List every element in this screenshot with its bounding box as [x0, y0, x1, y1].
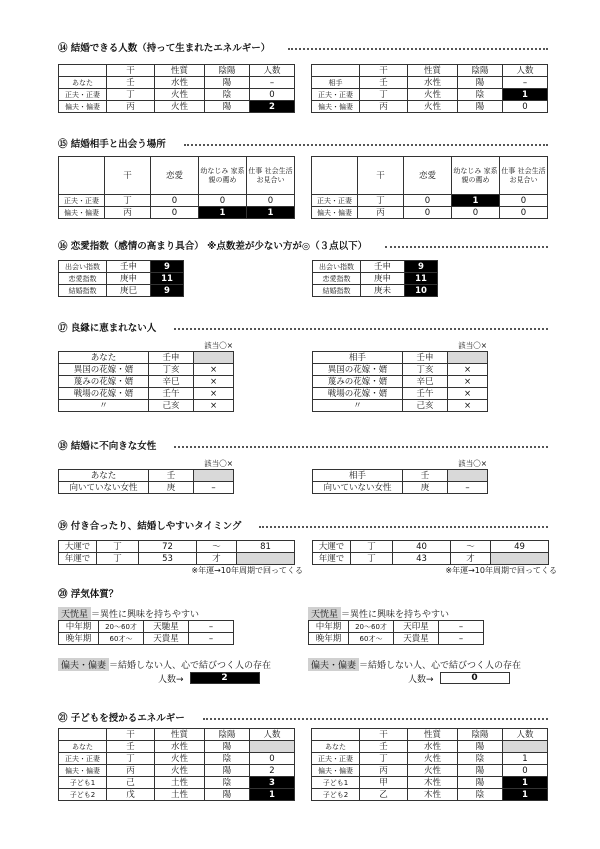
table-row: あなた 壬申 — [59, 352, 234, 364]
section-14-title: ⑭ 結婚できる人数（持って生まれたエネルギー） — [58, 40, 548, 54]
table-row: あなた 壬 水性 陽 — [59, 741, 295, 753]
unsuited-table-left — [58, 469, 234, 494]
table-row: 〃 己亥 × — [59, 400, 234, 412]
table-row: 子ども1 己 土性 陰 3 — [59, 777, 295, 789]
table-row: 蔑みの花嫁・婿 辛巳 × — [59, 376, 234, 388]
bad-fate-table-left — [58, 351, 234, 412]
table-row: 大運で 丁 40 〜 49 — [313, 541, 549, 553]
table-row: 子ども2 戊 土性 陽 1 — [59, 789, 295, 801]
table-row: 恋愛指数 庚申 11 — [59, 273, 184, 285]
section-18-title: ⑱ 結婚に不向きな女性 — [58, 438, 548, 452]
meeting-place-table-right: 干 恋愛 幼なじみ 家系 親の薦め 仕事 社会生活 お見合い 正夫・正妻 丁 0 1 0 偏夫・偏妻 丙 0 0 0 — [311, 156, 548, 219]
table-row: 子ども2 乙 木性 陰 1 — [312, 789, 548, 801]
affair-table-left — [58, 620, 234, 645]
section-21 — [58, 710, 548, 801]
table-row: 異国の花嫁・婿 丁亥 × — [313, 364, 488, 376]
section-20-title: ⑳ 浮気体質？ — [58, 589, 119, 600]
table-row: 晩年期 60才〜 天貴星 – — [59, 633, 234, 645]
section-20: ⑳ 浮気体質？ 天恍星 ＝異性に興味を持ちやすい 中年期 20〜60才 天馳星 – 晩年期 60才〜 天貴星 – 偏夫・偏妻 ＝結婚しない人、心で結びつく人の存在 人数→ 2 天恍星 ＝異性に興味を持ちやすい 中年期 20〜60才 天印星 – 晩年期 60才〜 天貴星 – 偏夫・偏妻 ＝結婚しない人、心で結びつく人の存在 人数→ 0 — [58, 586, 548, 685]
timing-note-right: ※年運→10年周期で回ってくる — [445, 566, 557, 575]
love-index-table-left — [58, 260, 184, 297]
child-energy-table-right: 干 性質 陰陽 人数 あなた 壬 水性 陽 正夫・正妻 丁 火性 陰 1 偏夫・偏妻 丙 火性 陽 0 子ども1 甲 木性 陽 1 子ども2 乙 木性 陰 1 — [311, 728, 548, 801]
section-15 — [58, 136, 548, 219]
table-row: 偏夫・偏妻 丙 0 1 1 — [59, 207, 295, 219]
table-row: 相手 壬 — [313, 470, 488, 482]
child-energy-table-left: 干 性質 陰陽 人数 あなた 壬 水性 陽 正夫・正妻 丁 火性 陰 0 偏夫・偏妻 丙 火性 陽 2 子ども1 己 土性 陰 3 子ども2 戊 土性 陽 1 — [58, 728, 295, 801]
table-row: 結婚指数 庚巳 9 — [59, 285, 184, 297]
table-row: 正夫・正妻 丁 火性 陰 0 — [59, 753, 295, 765]
table-row: 年運で 丁 43 才 — [313, 553, 549, 565]
table-row: 偏夫・偏妻 丙 火性 陽 0 — [312, 765, 548, 777]
section-18: ⑱ 結婚に不向きな女性 該当〇× あなた 壬 向いていない女性 庚 – 該当〇× 相手 壬 向いていない女性 庚 – — [58, 438, 548, 494]
table-row: 〃 己亥 × — [313, 400, 488, 412]
table-row: 向いていない女性 庚 – — [59, 482, 234, 494]
section-19-title: ⑲ 付き合ったり、結婚しやすいタイミング — [58, 518, 548, 532]
table-row: 偏夫・偏妻 丙 火性 陽 0 — [312, 101, 548, 113]
table-row: あなた 壬 — [59, 470, 234, 482]
table-row: 異国の花嫁・婿 丁亥 × — [59, 364, 234, 376]
meeting-place-table-left: 干 恋愛 幼なじみ 家系 親の薦め 仕事 社会生活 お見合い 正夫・正妻 丁 0 0 0 偏夫・偏妻 丙 0 1 1 — [58, 156, 295, 219]
marriage-count-table-left: 干 性質 陰陽 人数 あなた 壬 水性 陽 – 正夫・正妻 丁 火性 陰 0 偏夫・偏妻 丙 火性 陽 2 — [58, 64, 295, 113]
section-16-title: ⑯ 恋愛指数（感情の高まり具合） ※点数差が少ない方が◎（３点以下） — [58, 238, 548, 252]
table-row: 中年期 20〜60才 天印星 – — [309, 621, 484, 633]
table-row: 正夫・正妻 丁 火性 陰 1 — [312, 89, 548, 101]
table-row: 出会い指数 壬申 9 — [313, 261, 438, 273]
affair-count-right: 0 — [440, 672, 510, 684]
timing-table-left — [58, 540, 295, 565]
table-row: 子ども1 甲 木性 陽 1 — [312, 777, 548, 789]
table-row: 恋愛指数 庚申 11 — [313, 273, 438, 285]
table-row: 偏夫・偏妻 丙 火性 陽 2 — [59, 101, 295, 113]
timing-note-left: ※年運→10年周期で回ってくる — [191, 566, 303, 575]
affair-count-left: 2 — [190, 672, 260, 684]
table-row: 偏夫・偏妻 丙 火性 陽 2 — [59, 765, 295, 777]
tag-henfu: 偏夫・偏妻 — [58, 658, 109, 671]
tag-henfu: 偏夫・偏妻 — [308, 658, 359, 671]
section-15-title: ⑮ 結婚相手と出会う場所 — [58, 136, 548, 150]
table-row: 相手 壬申 — [313, 352, 488, 364]
bad-fate-table-right — [312, 351, 488, 412]
table-row: 正夫・正妻 丁 0 1 0 — [312, 195, 548, 207]
table-row: 偏夫・偏妻 丙 0 0 0 — [312, 207, 548, 219]
table-row: 晩年期 60才〜 天貴星 – — [309, 633, 484, 645]
table-row: 戦場の花嫁・婿 壬午 × — [313, 388, 488, 400]
love-index-table-right — [312, 260, 438, 297]
table-row: 結婚指数 庚未 10 — [313, 285, 438, 297]
timing-table-right — [312, 540, 549, 565]
section-16 — [58, 238, 548, 297]
table-row: あなた 壬 水性 陽 – — [59, 77, 295, 89]
table-row: 年運で 丁 53 才 — [59, 553, 295, 565]
table-row: 蔑みの花嫁・婿 辛巳 × — [313, 376, 488, 388]
table-row: 正夫・正妻 丁 0 0 0 — [59, 195, 295, 207]
table-row: 大運で 丁 72 〜 81 — [59, 541, 295, 553]
section-19 — [58, 518, 557, 576]
table-row: 正夫・正妻 丁 火性 陰 0 — [59, 89, 295, 101]
table-row: 出会い指数 壬申 9 — [59, 261, 184, 273]
table-row: 相手 壬 水性 陽 – — [312, 77, 548, 89]
marriage-count-table-right: 干 性質 陰陽 人数 相手 壬 水性 陽 – 正夫・正妻 丁 火性 陰 1 偏夫・偏妻 丙 火性 陽 0 — [311, 64, 548, 113]
section-17-title: ⑰ 良縁に恵まれない人 — [58, 320, 548, 334]
affair-table-right — [308, 620, 484, 645]
tag-tenkousei: 天恍星 — [308, 607, 341, 620]
table-row: 正夫・正妻 丁 火性 陰 1 — [312, 753, 548, 765]
section-21-title: ㉑ 子どもを授かるエネルギー — [58, 710, 548, 724]
section-14 — [58, 40, 548, 113]
table-row: あなた 壬 水性 陽 — [312, 741, 548, 753]
table-row: 戦場の花嫁・婿 壬午 × — [59, 388, 234, 400]
unsuited-table-right — [312, 469, 488, 494]
table-row: 中年期 20〜60才 天馳星 – — [59, 621, 234, 633]
tag-tenkousei: 天恍星 — [58, 607, 91, 620]
section-17: ⑰ 良縁に恵まれない人 該当〇× あなた 壬申 異国の花嫁・婿 丁亥 × 蔑みの花嫁・婿 辛巳 × 戦場の花嫁・婿 壬午 × 〃 己亥 × 該当〇× 相手 壬申 異国の花嫁・婿 丁亥 × 蔑みの花嫁・婿 辛巳 × 戦場の花嫁・婿 壬午 × 〃 己亥 × — [58, 320, 548, 412]
table-row: 向いていない女性 庚 – — [313, 482, 488, 494]
